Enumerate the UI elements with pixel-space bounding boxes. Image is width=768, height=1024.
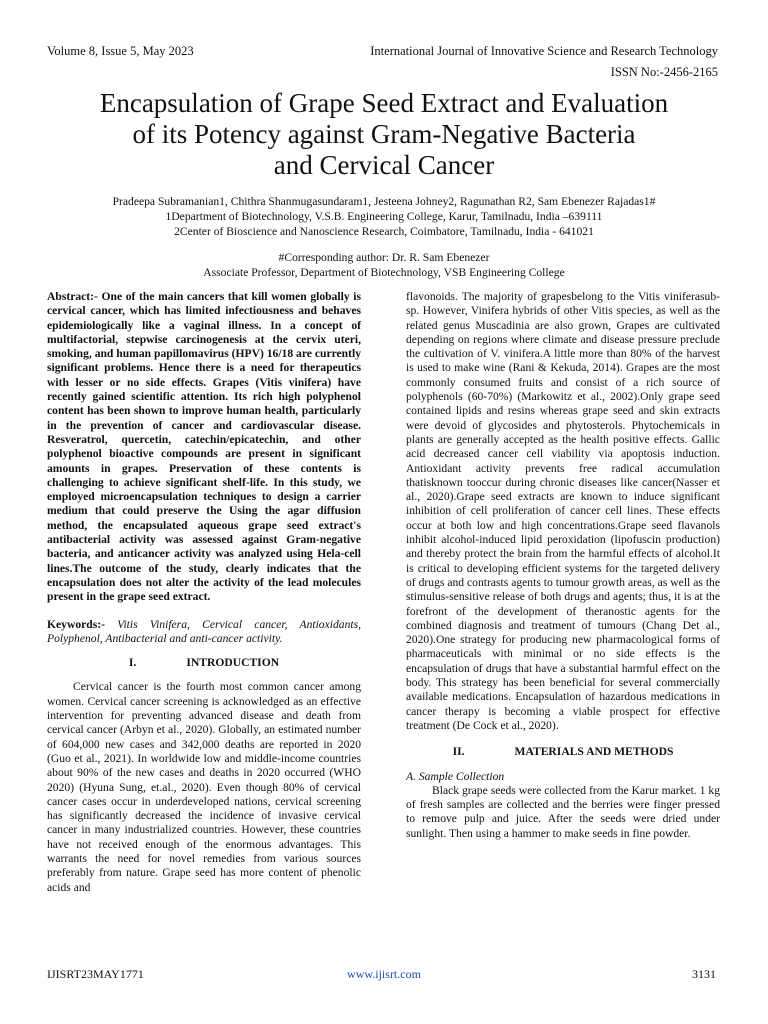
keywords-text: Vitis Vinifera, Cervical cancer, Antioxidants, Polyphenol, Antibacterial and anti-cancer activity. [47,617,361,645]
affiliation-1: 1Department of Biotechnology, V.S.B. Engineering College, Karur, Tamilnadu, India –639111 [165,210,603,223]
paper-title [40,88,728,181]
corresponding-author [40,250,728,280]
section-title: INTRODUCTION [186,656,280,670]
journal-issn: ISSN No:-2456-2165 [610,65,718,79]
page-number: 3131 [692,967,716,981]
keywords [47,618,361,647]
abstract: Abstract:- One of the main cancers that kill women globally is cervical cancer, which has limited infectiousness and behaves epidemiologically like a vaginal illness. In a concept of multifactorial, stepwise carcinogenesis at the cervix uteri, smoking, and human papillomavirus (HPV) 16/18 are currently significant problems. Hence there is a need for therapeutics with lesser or no side effects. Grapes (Vitis vinifera) have recently gained scientific attention. Its rich high polyphenol content has been shown to improve human health, particularly in the prevention of cancer and cardiovascular disease. Resveratrol, quercetin, catechin/epicatechin, and other polyphenol bioactive compounds are present in significant amounts in grapes. Preservation of these contents is challenging to achieve significant shelf-life. In this study, we employed microencapsulation techniques to design a carrier medium that could preserve the Using the agar diffusion method, the encapsulated aqueous grape seed extract's antibacterial activity was assessed against Gram-negative bacteria, and anticancer activity was analyzed using Hela-cell lines.The outcome of the study, clearly indicates that the encapsulation does not alter the activity of the lead molecules present in the grape seed extract. [47,290,361,604]
corresponding-position: Associate Professor, Department of Biotechnology, VSB Engineering College [203,266,565,279]
introduction-paragraph: Cervical cancer is the fourth most common cancer among women. Cervical cancer screening is acknowledged as an effective intervention for preventing advanced disease and death from cervical cancer (Arbyn et al., 2020). Globally, an estimated number of 604,000 new cases and 342,000 deaths are reported in 2020 (Guo et al., 2021). In worldwide low and middle-income countries about 90% of the new cases and deaths in 2020 occurred (WHO 2020) (Hyuna Sung, et.al., 2020). Even though 80% of cervical cancer cases occur in underdeveloped nations, cervical screening has significantly decreased the incidence of invasive cervical cancer in many industrialized countries. However, these countries have not received enough of the enormous advantages. This warrants the need for novel remedies from various sources preferably from nature. Grape seed has more content of phenolic acids and [47,680,361,894]
keywords-label: Keywords:- [47,617,105,631]
section-heading-materials-methods [406,745,720,759]
section-number: I. [128,656,137,670]
journal-url-link[interactable]: www.ijisrt.com [347,967,421,981]
subsection-heading: A. Sample Collection [406,769,505,783]
section-heading-introduction [47,656,361,670]
corresponding-name: #Corresponding author: Dr. R. Sam Ebenezer [278,251,490,264]
affiliation-2: 2Center of Bioscience and Nanoscience Research, Coimbatore, Tamilnadu, India - 641021 [174,225,594,238]
author-block [40,194,728,239]
paper-id: IJISRT23MAY1771 [47,967,144,981]
journal-volume: Volume 8, Issue 5, May 2023 [47,44,194,58]
introduction-continued-paragraph: flavonoids. The majority of grapesbelong to the Vitis viniferasub-sp. However, Vinifera hybrids of other Vitis species, as well as the related genus Muscadinia are also grown, Grapes are cultivated depending on regions where climate and disease pressure preclude the cultivation of V. vinifera.A little more than 80% of the harvest is used to make wine (Rani & Kekuda, 2014). Grapes are the most commonly consumed fruits and consist of a rich source of polyphenols (60-70%) (Markowitz et al., 2002).Only grape seed contained lipids and resins whereas grape seed and skin extracts were devoid of glycosides and phytosterols. Phytochemicals in plants are generally accepted as the health positive effects. Gallic acid decreased cancer cell viability via apoptosis induction. Antioxidant activity prevents free radical accumulation thatisknown tooccur during chronic diseases like cancer(Nasser et al., 2020).Grape seed extracts are known to induce significant inhibition of cell proliferation of cancer cell lines. These effects occur at both low and high concentrations.Grape seed flavanols inhibit alcohol-induced lipid peroxidation (lipofuscin production) and thereby protect the brain from the harmful effects of alcohol.It is critical to developing efficient systems for the targeted delivery of drugs and contrasts agents to tumour growth areas, as well as the stimulus-sensitive release of both drugs and agents; thus, it is at the forefront of the development of theranostic agents for the combined diagnosis and treatment of tumours (Chang Det al., 2020).One strategy for producing new pharmacological forms of pharmaceuticals with minimal or no side effects is the encapsulation of drugs that have a substantial harmful effect on the body. This strategy has been beneficial for several commercially available medications. Encapsulation of hazardous medications in cancer therapy is becoming a viable prospect for effective treatment (De Cock et al., 2020). [406,290,720,732]
section-number: II. [452,745,465,759]
title-line: of its Potency against Gram-Negative Bacteria [132,119,636,149]
sample-collection-paragraph: Black grape seeds were collected from the Karur market. 1 kg of fresh samples are collected and the berries were finger pressed to remove pulp and juice. After the seeds were dried under sunlight. Then using a hammer to make seeds in fine powder. [406,783,720,840]
title-line: Encapsulation of Grape Seed Extract and Evaluation [99,88,669,118]
section-title: MATERIALS AND METHODS [514,745,674,759]
right-column [406,290,720,841]
journal-name: International Journal of Innovative Science and Research Technology [370,44,718,58]
title-line: and Cervical Cancer [273,150,495,180]
author-names: Pradeepa Subramanian1, Chithra Shanmugasundaram1, Jesteena Johney2, Ragunathan R2, Sam Ebenezer Rajadas1# [112,195,656,208]
left-column [47,290,361,895]
